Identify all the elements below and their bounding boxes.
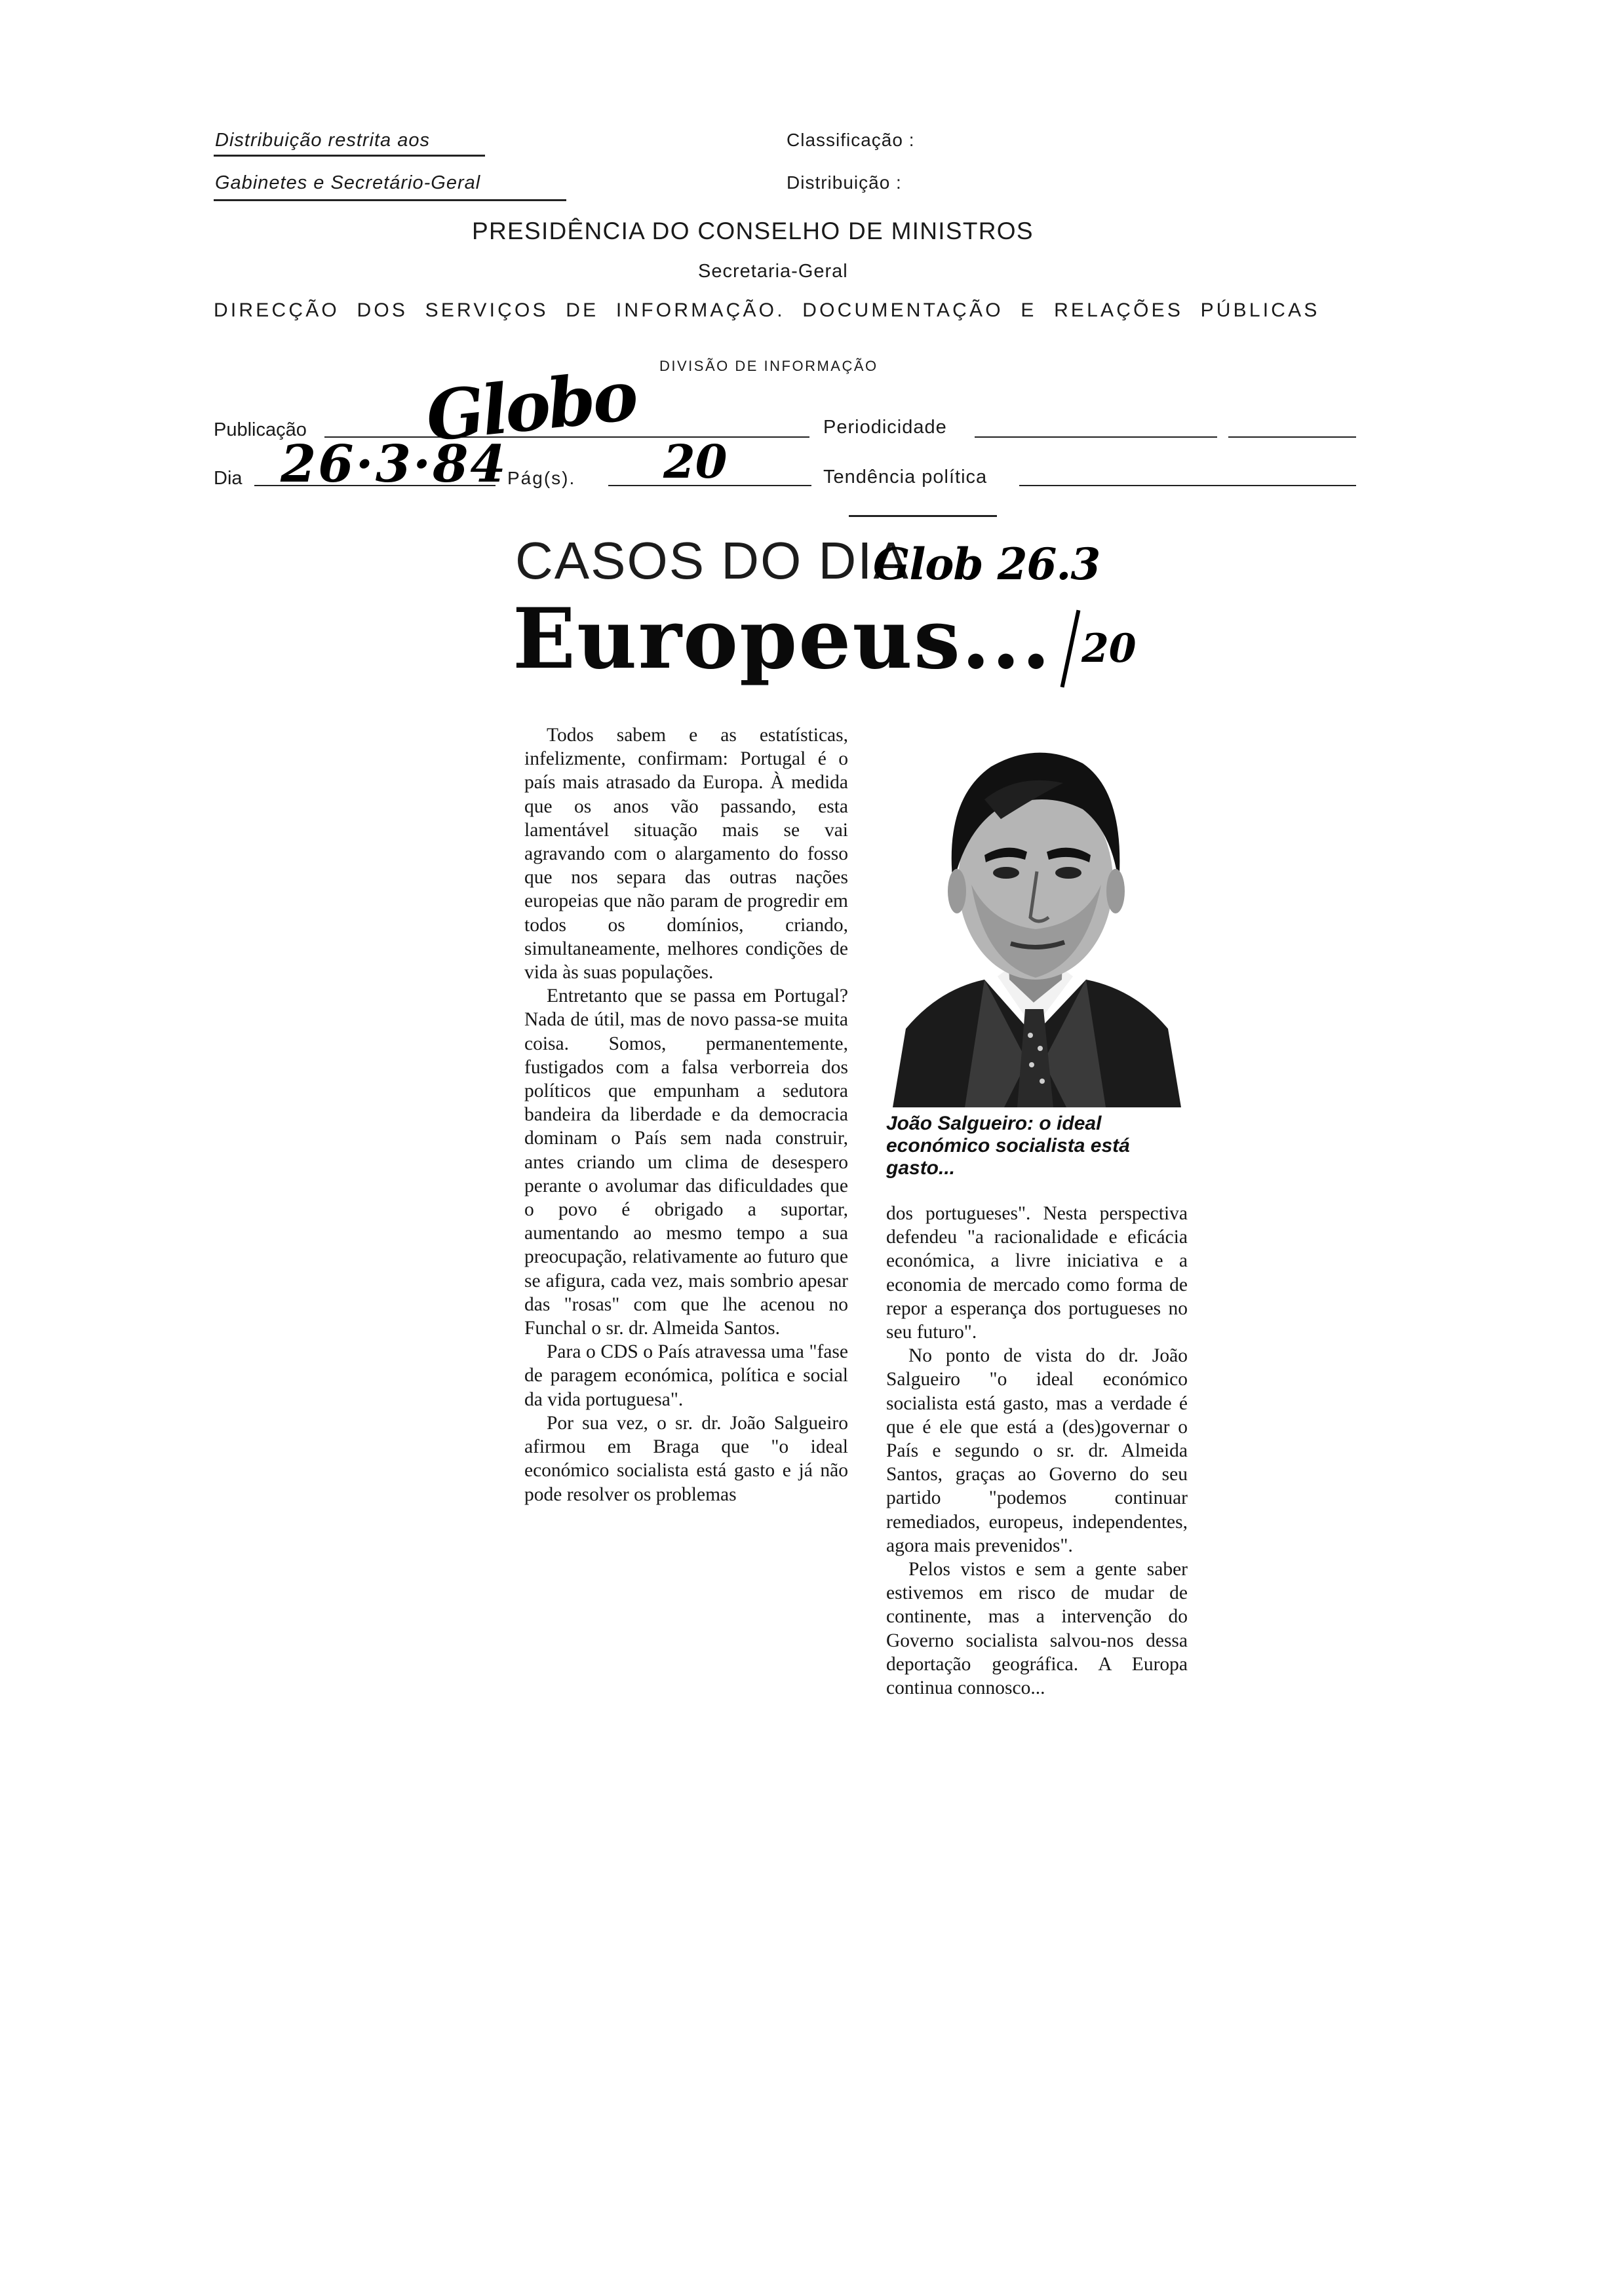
article-column-right (886, 1202, 1188, 1700)
distribution-label: Distribuição : (787, 172, 902, 193)
classification-label: Classificação : (787, 130, 915, 150)
institution-title: PRESIDÊNCIA DO CONSELHO DE MINISTROS (472, 218, 1034, 244)
political-field-line (1019, 485, 1356, 486)
page-label: Pág(s). (507, 468, 576, 488)
restricted-line1-underline (214, 155, 485, 157)
section-label: CASOS DO DIA (515, 531, 910, 590)
article-column-left (524, 723, 848, 1506)
handwritten-publication: Globo (422, 354, 640, 457)
division-title: DIVISÃO DE INFORMAÇÃO (659, 358, 878, 374)
handwritten-clipping-annotation: Glob 26.3 (873, 539, 1100, 590)
article-paragraph: Pelos vistos e sem a gente saber estivemos em risco de mudar de continente, mas a intervenção do Governo socialista salvou-nos dessa deportação geográfica. A Europa continua connosco... (886, 1559, 1188, 1699)
article-paragraph: Por sua vez, o sr. dr. João Salgueiro afirmou em Braga que "o ideal económico socialista está gasto e já não pode resolver os problemas (524, 1412, 848, 1505)
publication-label: Publicação (214, 419, 307, 440)
directorate-title: DIRECÇÃO DOS SERVIÇOS DE INFORMAÇÃO. DOCUMENTAÇÃO E RELAÇÕES PÚBLICAS (214, 299, 1320, 321)
day-label: Dia (214, 468, 243, 489)
restricted-distribution-line1: Distribuição restrita aos (215, 130, 430, 151)
restricted-line2-underline (214, 199, 566, 201)
article-paragraph: Todos sabem e as estatísticas, infelizmente, confirmam: Portugal é o país mais atrasado da Europa. À medida que os anos vão passando, esta lamentável situação mais se vai agravando com o alargamento do fosso que nos separa das outras nações europeias que não param de progredir em todos os domínios, criando, simultaneamente, melhores condições de vida às suas populações. (524, 725, 848, 984)
handwritten-page: 20 (663, 434, 728, 489)
article-paragraph: dos portugueses". Nesta perspectiva defendeu "a racionalidade e eficácia económica, a livre iniciativa e a economia de mercado como forma de repor a esperança dos portugueses no seu futuro". (886, 1203, 1188, 1343)
handwritten-clipping-page: 20 (1081, 626, 1137, 672)
portrait-photo (886, 721, 1184, 1107)
article-paragraph: Entretanto que se passa em Portugal? Nada de útil, mas de novo passa-se muita coisa. Somos, permanentemente, fustigados com a falsa verborreia dos políticos que empunham a sedutora bandeira da liberdade e da democracia dominam o País sem nada construir, antes criando um clima de desespero perante o avolumar das dificuldades que o povo é obrigado a suportar, aumentando ao mesmo tempo a sua preocupação, relativamente ao futuro que se afigura, cada vez, mais sombrio apesar das "rosas" com que lhe acenou no Funchal o sr. dr. Almeida Santos. (524, 985, 848, 1339)
periodicity-field-line-a (975, 436, 1217, 438)
article-paragraph: No ponto de vista do dr. João Salgueiro "o ideal económico socialista está gasto, mas a verdade é que é ele que está a (des)governar o País e segundo o sr. dr. Almeida Santos, graças ao Governo do seu partido "podemos continuar remediados, europeus, independentes, agora mais prevenidos". (886, 1345, 1188, 1556)
headline: Europeus... (513, 590, 1052, 687)
periodicity-label: Periodicidade (823, 417, 947, 438)
clipping-top-rule (849, 515, 997, 517)
restricted-distribution-line2: Gabinetes e Secretário-Geral (215, 172, 481, 193)
political-tendency-label: Tendência política (823, 467, 988, 488)
handwritten-slash-mark (1060, 610, 1081, 688)
secretariat-title: Secretaria-Geral (698, 261, 848, 282)
handwritten-date: 26·3·84 (281, 434, 508, 494)
photo-caption: João Salgueiro: o ideal económico socialista está gasto... (886, 1113, 1130, 1179)
periodicity-field-line-b (1228, 436, 1356, 438)
article-paragraph: Para o CDS o País atravessa uma "fase de paragem económica, política e social da vida portuguesa". (524, 1341, 848, 1410)
portrait-illustration (886, 721, 1184, 1107)
